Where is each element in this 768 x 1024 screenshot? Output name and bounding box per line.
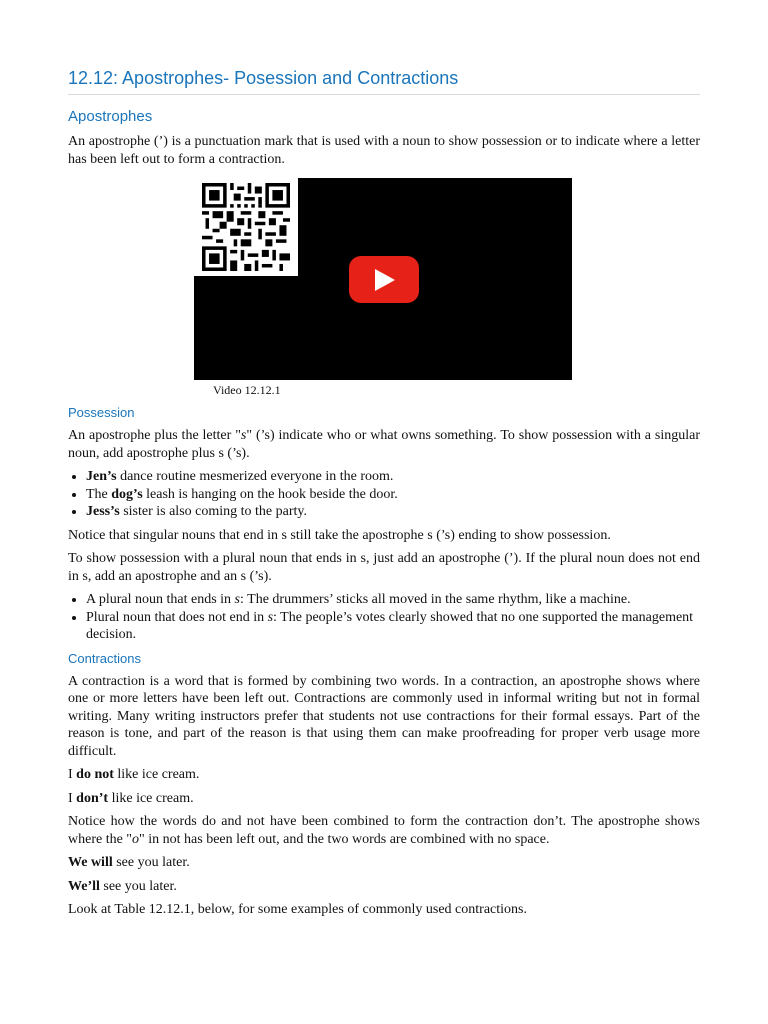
contractions-intro: A contraction is a word that is formed by combining two words. In a contraction, an apostrophe shows where one or more letters have been left out. Contractions are commonly used in informal writing but not in formal writing. Many writing instructors prefer that students not use contractions for their formal essays. Part of the reason is tone, and part of the reason is that using them can make proofreading for proper verb usage more difficult. (68, 673, 700, 759)
list-item: • Plural noun that does not end in s: The people’s votes clearly showed that no one supported the management decision. (86, 609, 700, 644)
section-heading-contractions: Contractions (68, 650, 141, 666)
plural-examples-list (68, 591, 700, 644)
video-player[interactable] (194, 178, 572, 380)
list-item: • A plural noun that ends in s: The drummers’ sticks all moved in the same rhythm, like a machine. (86, 591, 700, 609)
example-well: We’ll see you later. (68, 878, 177, 894)
youtube-play-button[interactable] (349, 256, 419, 303)
list-item: • The dog’s leash is hanging on the hook beside the door. (86, 486, 700, 504)
list-item: • Jen’s dance routine mesmerized everyone in the room. (86, 468, 700, 486)
video-caption-prefix: Video (213, 383, 242, 397)
apostrophes-intro: An apostrophe (’) is a punctuation mark that is used with a noun to show possession or to indicate where a letter has been left out to form a contraction. (68, 134, 700, 167)
example-we-will: We will see you later. (68, 855, 190, 870)
page-title: 12.12: Apostrophes- Posession and Contractions (68, 66, 700, 95)
list-item: • Jess’s sister is also coming to the party. (86, 503, 700, 521)
possession-intro: An apostrophe plus the letter "s" (’s) indicate who or what owns something. To show possession with a singular noun, add apostrophe plus s (’s). (68, 428, 701, 461)
plural-possession-intro: To show possession with a plural noun that ends in s, just add an apostrophe (’). If the plural noun does not end in s, add an apostrophe and an s (’s). (68, 551, 700, 584)
section-heading-apostrophes: Apostrophes (68, 108, 153, 125)
possession-examples-list (68, 468, 700, 521)
video-caption (213, 382, 700, 398)
play-icon (375, 269, 395, 291)
example-dont: I don’t like ice cream. (68, 790, 194, 806)
qr-code-graphic (199, 183, 293, 271)
example-do-not: I do not like ice cream. (68, 767, 200, 782)
table-reference: Look at Table 12.12.1, below, for some examples of commonly used contractions. (68, 902, 527, 917)
document-content (68, 66, 700, 925)
contractions-note: Notice how the words do and not have been combined to form the contraction don’t. The apostrophe shows where the "o" in not has been left out, and the two words are combined with no space. (68, 814, 700, 847)
qr-code[interactable] (194, 178, 298, 276)
video-caption-number: 12.12.1 (244, 383, 281, 397)
possession-note: Notice that singular nouns that end in s still take the apostrophe s (’s) ending to show possession. (68, 527, 611, 543)
section-heading-possession: Possession (68, 405, 135, 420)
